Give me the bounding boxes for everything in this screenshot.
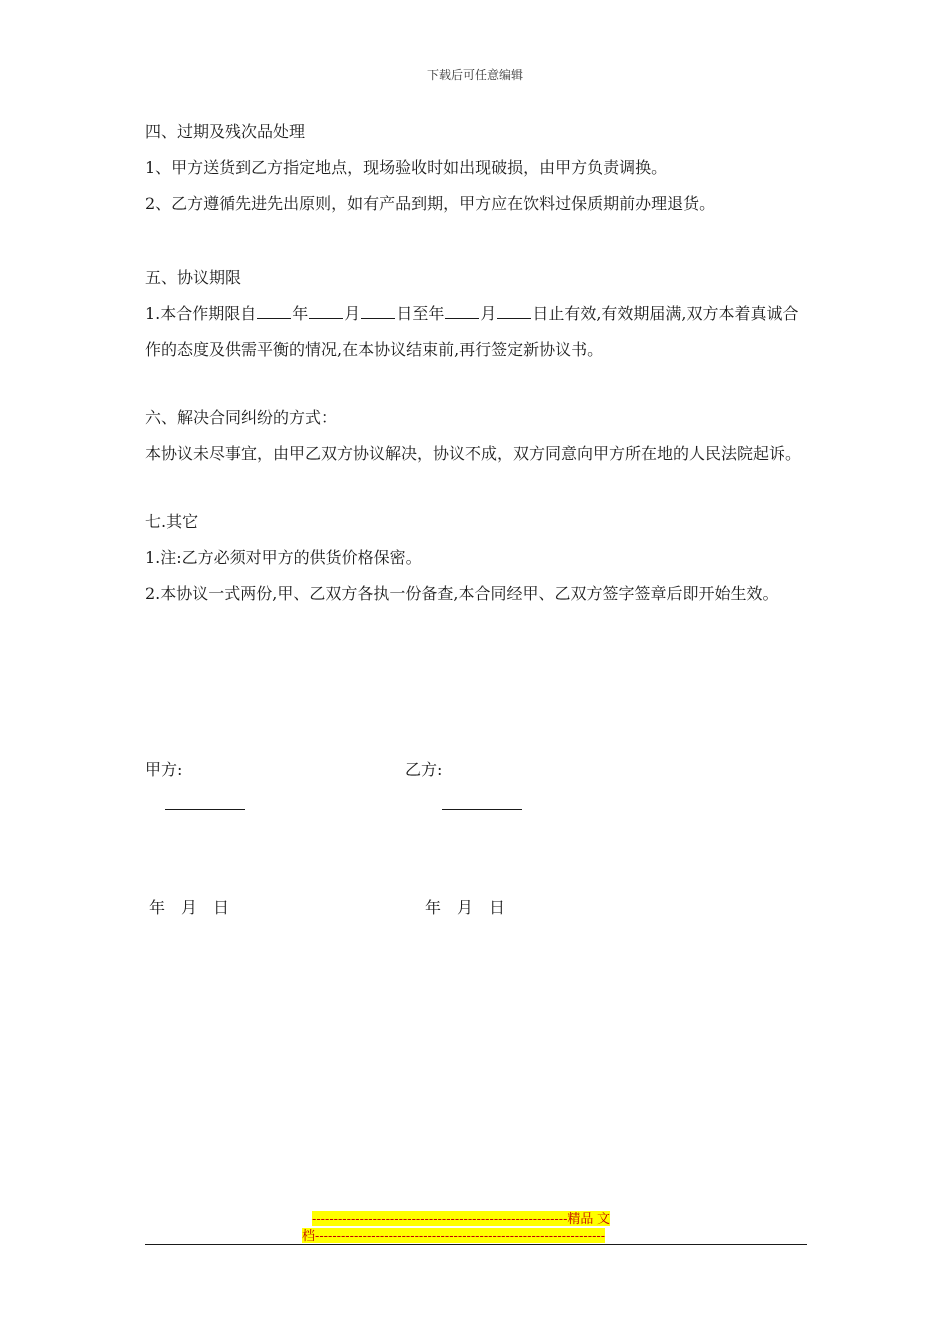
party-a-signature-line	[165, 808, 245, 810]
party-b-day: 日	[489, 898, 506, 917]
term-text-b: 年	[292, 304, 309, 323]
page-header: 下载后可任意编辑	[426, 68, 523, 82]
footer-divider	[145, 1244, 807, 1245]
section-7-para-2: 2.本协议一式两份,甲、乙双方各执一份备查,本合同经甲、乙双方签字签章后即开始生效。	[145, 584, 779, 603]
footer-line-1: -----------------------------------------------------------精品 文	[312, 1211, 611, 1226]
section-4-para-2: 2、乙方遵循先进先出原则，如有产品到期，甲方应在饮料过保质期前办理退货。	[145, 194, 716, 213]
party-a-date	[149, 895, 245, 918]
term-text-d: 日至年	[396, 304, 445, 323]
section-6-title: 六、解决合同纠纷的方式：	[145, 408, 338, 427]
party-a-day: 日	[213, 898, 230, 917]
section-7-para-1: 1.注:乙方必须对甲方的供货价格保密。	[145, 548, 422, 567]
party-a-label: 甲方:	[145, 760, 183, 779]
footer-watermark	[302, 1210, 650, 1244]
document-body	[145, 114, 807, 612]
section-5-para-1	[145, 296, 807, 368]
party-b-date	[425, 895, 521, 918]
section-6-para-1: 本协议未尽事宜，由甲乙双方协议解决，协议不成，双方同意向甲方所在地的人民法院起诉。	[145, 444, 802, 463]
section-4-title: 四、过期及残次品处理	[145, 122, 306, 141]
party-b-label: 乙方:	[405, 760, 443, 779]
section-7-title: 七.其它	[145, 512, 199, 531]
blank-start-year	[257, 298, 291, 319]
party-b-year: 年	[425, 898, 442, 917]
blank-start-month	[309, 298, 343, 319]
term-text-a: 1.本合作期限自	[145, 304, 257, 323]
term-text-f: 日止有效,有效期届满,双方本着真诚合作的态度及供需平衡的情况,在本协议结束前,再行签定新协议书。	[145, 304, 799, 359]
party-b-month: 月	[457, 898, 474, 917]
blank-end-month	[497, 298, 531, 319]
blank-end-year	[445, 298, 479, 319]
blank-start-day	[361, 298, 395, 319]
section-5-title: 五、协议期限	[145, 268, 242, 287]
party-a-year: 年	[149, 898, 166, 917]
footer-line-2: 档-------------------------------------------------------------------	[302, 1228, 606, 1243]
party-b-signature-line	[442, 808, 522, 810]
term-text-e: 月	[480, 304, 497, 323]
term-text-c: 月	[344, 304, 361, 323]
section-4-para-1: 1、甲方送货到乙方指定地点，现场验收时如出现破损，由甲方负责调换。	[145, 158, 668, 177]
party-a-month: 月	[181, 898, 198, 917]
